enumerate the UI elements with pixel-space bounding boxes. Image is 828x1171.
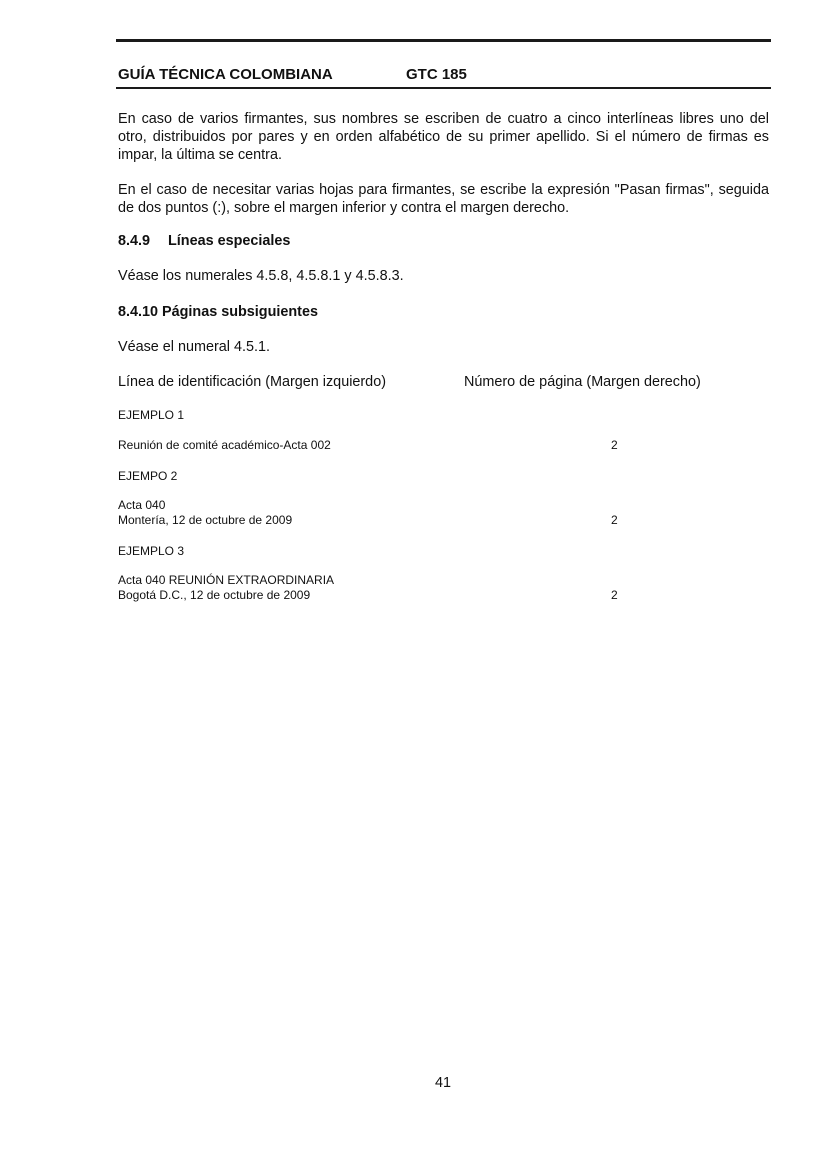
example-label: EJEMPLO 3	[118, 544, 185, 558]
example-identification-line: Acta 040 REUNIÓN EXTRAORDINARIA	[118, 573, 335, 587]
section-number: 8.4.9	[118, 233, 151, 249]
example-page-number: 2	[611, 513, 618, 527]
page-header	[118, 66, 467, 83]
section-8-4-9-text: Véase los numerales 4.5.8, 4.5.8.1 y 4.5.8.3.	[118, 268, 404, 284]
example-label: EJEMPO 2	[118, 469, 178, 483]
example-label: EJEMPLO 1	[118, 408, 185, 422]
example-identification-line: Bogotá D.C., 12 de octubre de 2009	[118, 588, 311, 602]
paragraph-multiple-signers: En caso de varios firmantes, sus nombres se escriben de cuatro a cinco interlíneas libres uno del otro, distribuidos por pares y en orden alfabético de su primer apellido. Si el número de firmas es impar, la última se centra.	[118, 111, 769, 163]
header-bottom-rule	[116, 87, 771, 89]
paragraph-pasan-firmas: En el caso de necesitar varias hojas para firmantes, se escribe la expresión "Pasan firmas", seguida de dos puntos (:), sobre el margen inferior y contra el margen derecho.	[118, 182, 769, 216]
section-title: Líneas especiales	[168, 233, 291, 249]
section-8-4-10-text: Véase el numeral 4.5.1.	[118, 339, 270, 355]
column-heading-left: Línea de identificación (Margen izquierdo)	[118, 374, 386, 390]
section-heading-8-4-9	[118, 233, 290, 249]
page-number: 41	[434, 1075, 451, 1091]
column-heading-right: Número de página (Margen derecho)	[464, 374, 701, 390]
header-document-code: GTC 185	[406, 66, 467, 83]
example-identification-line: Montería, 12 de octubre de 2009	[118, 513, 293, 527]
header-title: GUÍA TÉCNICA COLOMBIANA	[118, 66, 333, 83]
section-heading-8-4-10: 8.4.10 Páginas subsiguientes	[118, 304, 318, 320]
header-top-rule	[116, 39, 771, 42]
example-page-number: 2	[611, 588, 618, 602]
example-identification-line: Reunión de comité académico-Acta 002	[118, 438, 331, 452]
example-page-number: 2	[611, 438, 618, 452]
example-identification-line: Acta 040	[118, 498, 166, 512]
